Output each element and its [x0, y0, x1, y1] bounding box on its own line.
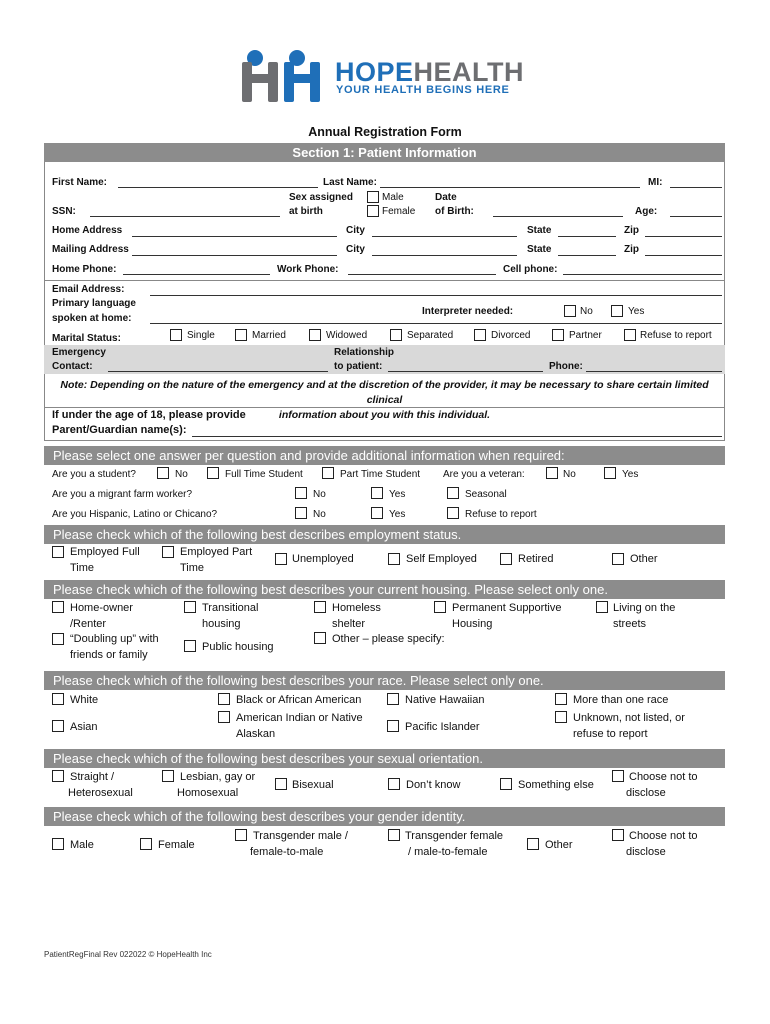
interpreter-yes-checkbox[interactable]	[611, 305, 623, 317]
logo-hope: HOPE	[335, 57, 414, 87]
bisexual-checkbox[interactable]	[275, 778, 287, 790]
race-hawaiian-checkbox[interactable]	[387, 693, 399, 705]
home-phone-label: Home Phone:	[52, 264, 117, 275]
relationship-label-1: Relationship	[334, 347, 395, 358]
hispanic-refuse-checkbox[interactable]	[447, 507, 459, 519]
unemployed-label: Unemployed	[292, 553, 354, 565]
homeless-label: Homeless shelter	[332, 602, 381, 630]
questions-header: Please select one answer per question and provide additional information when required:	[44, 446, 725, 465]
employed-full-label: Employed Full Time	[70, 546, 140, 574]
race-black-label: Black or African American	[236, 694, 362, 706]
home-zip-label: Zip	[624, 225, 639, 236]
marital-refuse-label: Refuse to report	[640, 330, 712, 341]
guardian-label-2: Parent/Guardian name(s):	[52, 424, 187, 436]
race-header: Please check which of the following best describes your race. Please select only one.	[44, 671, 725, 690]
mailing-state-field[interactable]	[558, 255, 616, 256]
trans-female-label: Transgender female / male-to-female	[405, 830, 504, 858]
marital-widowed-label: Widowed	[326, 330, 368, 341]
gender-header: Please check which of the following best describes your gender identity.	[44, 807, 725, 826]
email-label: Email Address:	[52, 284, 125, 295]
doubling-up-checkbox[interactable]	[52, 633, 64, 645]
race-white-label: White	[70, 694, 99, 706]
divider	[44, 407, 725, 408]
employed-part-label: Employed Part Time	[180, 546, 253, 574]
veteran-yes-label: Yes	[622, 469, 639, 480]
employment-header: Please check which of the following best describes employment status.	[44, 525, 725, 544]
guardian-label-1: If under the age of 18, please provide	[52, 409, 246, 421]
primary-language-label-1: Primary language	[52, 298, 136, 309]
gender-female-checkbox[interactable]	[140, 838, 152, 850]
migrant-seasonal-checkbox[interactable]	[447, 487, 459, 499]
gender-female-label: Female	[158, 839, 195, 851]
hispanic-yes-checkbox[interactable]	[371, 507, 383, 519]
marital-refuse-checkbox[interactable]	[624, 329, 636, 341]
interpreter-label: Interpreter needed:	[422, 306, 514, 317]
marital-widowed-checkbox[interactable]	[309, 329, 321, 341]
student-parttime-checkbox[interactable]	[322, 467, 334, 479]
employed-part-checkbox[interactable]	[162, 546, 174, 558]
employment-other-checkbox[interactable]	[612, 553, 624, 565]
race-more-checkbox[interactable]	[555, 693, 567, 705]
migrant-no-label: No	[313, 489, 326, 500]
homeless-checkbox[interactable]	[314, 601, 326, 613]
gender-choose-not-checkbox[interactable]	[612, 829, 624, 841]
home-address-field[interactable]	[132, 236, 337, 237]
retired-checkbox[interactable]	[500, 553, 512, 565]
orientation-choose-not-label: Choose not to disclose	[626, 771, 698, 799]
marital-separated-label: Separated	[407, 330, 454, 341]
dont-know-label: Don’t know	[406, 779, 461, 791]
student-fulltime-label: Full Time Student	[225, 469, 303, 480]
migrant-no-checkbox[interactable]	[295, 487, 307, 499]
mailing-address-label: Mailing Address	[52, 244, 129, 255]
veteran-no-checkbox[interactable]	[546, 467, 558, 479]
migrant-question: Are you a migrant farm worker?	[52, 489, 193, 500]
emergency-label-1: Emergency	[52, 347, 106, 358]
dont-know-checkbox[interactable]	[388, 778, 400, 790]
hispanic-refuse-label: Refuse to report	[465, 509, 537, 520]
veteran-question: Are you a veteran:	[443, 469, 525, 480]
race-more-label: More than one race	[573, 694, 669, 706]
race-indian-label: American Indian or Native Alaskan	[236, 712, 363, 740]
dob-label-2: of Birth:	[435, 206, 474, 217]
marital-single-checkbox[interactable]	[170, 329, 182, 341]
gender-choose-not-label: Choose not to disclose	[626, 830, 698, 858]
gender-male-label: Male	[70, 839, 94, 851]
relationship-field[interactable]	[388, 371, 543, 372]
permanent-supportive-label: Permanent Supportive Housing	[452, 602, 562, 630]
orientation-header: Please check which of the following best describes your sexual orientation.	[44, 749, 725, 768]
male-checkbox[interactable]	[367, 191, 379, 203]
last-name-label: Last Name:	[323, 177, 377, 188]
emergency-note: Note: Depending on the nature of the emergency and at the discretion of the provider, it may be necessary to share certain limited clinical information about you with this individual.	[60, 379, 709, 421]
home-phone-field[interactable]	[123, 274, 270, 275]
female-checkbox[interactable]	[367, 205, 379, 217]
migrant-seasonal-label: Seasonal	[465, 489, 507, 500]
mi-field[interactable]	[670, 187, 722, 188]
mi-label: MI:	[648, 177, 663, 188]
race-black-checkbox[interactable]	[218, 693, 230, 705]
emergency-phone-field[interactable]	[586, 371, 722, 372]
marital-married-label: Married	[252, 330, 286, 341]
last-name-field[interactable]	[380, 187, 640, 188]
self-employed-checkbox[interactable]	[388, 553, 400, 565]
student-parttime-label: Part Time Student	[340, 469, 421, 480]
work-phone-label: Work Phone:	[277, 264, 339, 275]
sex-assigned-label-1: Sex assigned	[289, 192, 353, 203]
female-label: Female	[382, 206, 416, 217]
primary-language-field[interactable]	[150, 323, 722, 324]
employed-full-checkbox[interactable]	[52, 546, 64, 558]
interpreter-yes-label: Yes	[628, 306, 645, 317]
veteran-no-label: No	[563, 469, 576, 480]
race-asian-label: Asian	[70, 721, 98, 733]
employment-other-label: Other	[630, 553, 658, 565]
hopehealth-logo	[242, 48, 532, 104]
relationship-label-2: to patient:	[334, 361, 383, 372]
migrant-yes-checkbox[interactable]	[371, 487, 383, 499]
marital-married-checkbox[interactable]	[235, 329, 247, 341]
gender-other-label: Other	[545, 839, 573, 851]
age-field[interactable]	[670, 216, 722, 217]
living-on-streets-label: Living on the streets	[613, 602, 676, 630]
housing-other-label: Other – please specify:	[332, 633, 445, 645]
logo-mark-icon	[242, 48, 324, 104]
homeowner-checkbox[interactable]	[52, 601, 64, 613]
something-else-label: Something else	[518, 779, 594, 791]
hispanic-no-label: No	[313, 509, 326, 520]
gender-other-checkbox[interactable]	[527, 838, 539, 850]
orientation-choose-not-checkbox[interactable]	[612, 770, 624, 782]
emergency-contact-field[interactable]	[108, 371, 328, 372]
interpreter-no-label: No	[580, 306, 593, 317]
race-unknown-label: Unknown, not listed, or refuse to report	[573, 712, 685, 740]
cell-phone-label: Cell phone:	[503, 264, 558, 275]
public-housing-label: Public housing	[202, 641, 274, 653]
lesbian-gay-label: Lesbian, gay or Homosexual	[177, 771, 256, 799]
hispanic-no-checkbox[interactable]	[295, 507, 307, 519]
logo-tagline: YOUR HEALTH BEGINS HERE	[336, 84, 510, 96]
first-name-field[interactable]	[118, 187, 318, 188]
home-state-field[interactable]	[558, 236, 616, 237]
interpreter-no-checkbox[interactable]	[564, 305, 576, 317]
dob-label-1: Date	[435, 192, 457, 203]
straight-label: Straight / Heterosexual	[68, 771, 133, 799]
trans-male-label: Transgender male / female-to-male	[250, 830, 348, 858]
marital-status-label: Marital Status:	[52, 333, 121, 344]
doubling-up-label: “Doubling up” with friends or family	[70, 633, 159, 661]
home-state-label: State	[527, 225, 552, 236]
male-label: Male	[382, 192, 404, 203]
ssn-field[interactable]	[90, 216, 280, 217]
primary-language-label-2: spoken at home:	[52, 313, 132, 324]
mailing-zip-label: Zip	[624, 244, 639, 255]
home-city-field[interactable]	[372, 236, 517, 237]
transitional-checkbox[interactable]	[184, 601, 196, 613]
trans-male-checkbox[interactable]	[235, 829, 247, 841]
student-no-label: No	[175, 469, 188, 480]
hispanic-yes-label: Yes	[389, 509, 406, 520]
marital-single-label: Single	[187, 330, 215, 341]
cell-phone-field[interactable]	[563, 274, 722, 275]
homeowner-label: Home-owner /Renter	[70, 602, 133, 630]
divider	[44, 280, 725, 281]
dob-field[interactable]	[493, 216, 623, 217]
straight-checkbox[interactable]	[52, 770, 64, 782]
home-zip-field[interactable]	[645, 236, 722, 237]
mailing-address-field[interactable]	[132, 255, 337, 256]
section1-header: Section 1: Patient Information	[44, 143, 725, 162]
lesbian-gay-checkbox[interactable]	[162, 770, 174, 782]
housing-header: Please check which of the following best describes your current housing. Please select only one.	[44, 580, 725, 599]
first-name-label: First Name:	[52, 177, 108, 188]
marital-partner-label: Partner	[569, 330, 602, 341]
retired-label: Retired	[518, 553, 554, 565]
race-unknown-checkbox[interactable]	[555, 711, 567, 723]
transitional-label: Transitional housing	[202, 602, 259, 630]
race-pacific-label: Pacific Islander	[405, 721, 480, 733]
housing-other-field[interactable]	[452, 644, 722, 645]
housing-other-checkbox[interactable]	[314, 632, 326, 644]
race-hawaiian-label: Native Hawaiian	[405, 694, 485, 706]
hispanic-question: Are you Hispanic, Latino or Chicano?	[52, 509, 218, 520]
emergency-phone-label: Phone:	[549, 361, 583, 372]
something-else-checkbox[interactable]	[500, 778, 512, 790]
living-on-streets-checkbox[interactable]	[596, 601, 608, 613]
veteran-yes-checkbox[interactable]	[604, 467, 616, 479]
ssn-label: SSN:	[52, 206, 76, 217]
home-city-label: City	[346, 225, 365, 236]
work-phone-field[interactable]	[348, 274, 496, 275]
migrant-yes-label: Yes	[389, 489, 406, 500]
student-fulltime-checkbox[interactable]	[207, 467, 219, 479]
public-housing-checkbox[interactable]	[184, 640, 196, 652]
footer-revision: PatientRegFinal Rev 022022 © HopeHealth Inc	[44, 950, 212, 959]
gender-male-checkbox[interactable]	[52, 838, 64, 850]
trans-female-checkbox[interactable]	[388, 829, 400, 841]
permanent-supportive-checkbox[interactable]	[434, 601, 446, 613]
mailing-city-field[interactable]	[372, 255, 517, 256]
emergency-label-2: Contact:	[52, 361, 93, 372]
form-title: Annual Registration Form	[308, 125, 462, 139]
self-employed-label: Self Employed	[406, 553, 477, 565]
race-pacific-checkbox[interactable]	[387, 720, 399, 732]
age-label: Age:	[635, 206, 658, 217]
mailing-zip-field[interactable]	[645, 255, 722, 256]
student-no-checkbox[interactable]	[157, 467, 169, 479]
race-indian-checkbox[interactable]	[218, 711, 230, 723]
sex-assigned-label-2: at birth	[289, 206, 323, 217]
marital-partner-checkbox[interactable]	[552, 329, 564, 341]
guardian-name-field[interactable]	[192, 436, 722, 437]
student-question: Are you a student?	[52, 469, 136, 480]
marital-divorced-checkbox[interactable]	[474, 329, 486, 341]
bisexual-label: Bisexual	[292, 779, 334, 791]
race-asian-checkbox[interactable]	[52, 720, 64, 732]
logo-health: HEALTH	[413, 57, 525, 87]
home-address-label: Home Address	[52, 225, 123, 236]
mailing-city-label: City	[346, 244, 365, 255]
marital-divorced-label: Divorced	[491, 330, 531, 341]
email-field[interactable]	[150, 295, 722, 296]
unemployed-checkbox[interactable]	[275, 553, 287, 565]
mailing-state-label: State	[527, 244, 552, 255]
marital-separated-checkbox[interactable]	[390, 329, 402, 341]
race-white-checkbox[interactable]	[52, 693, 64, 705]
